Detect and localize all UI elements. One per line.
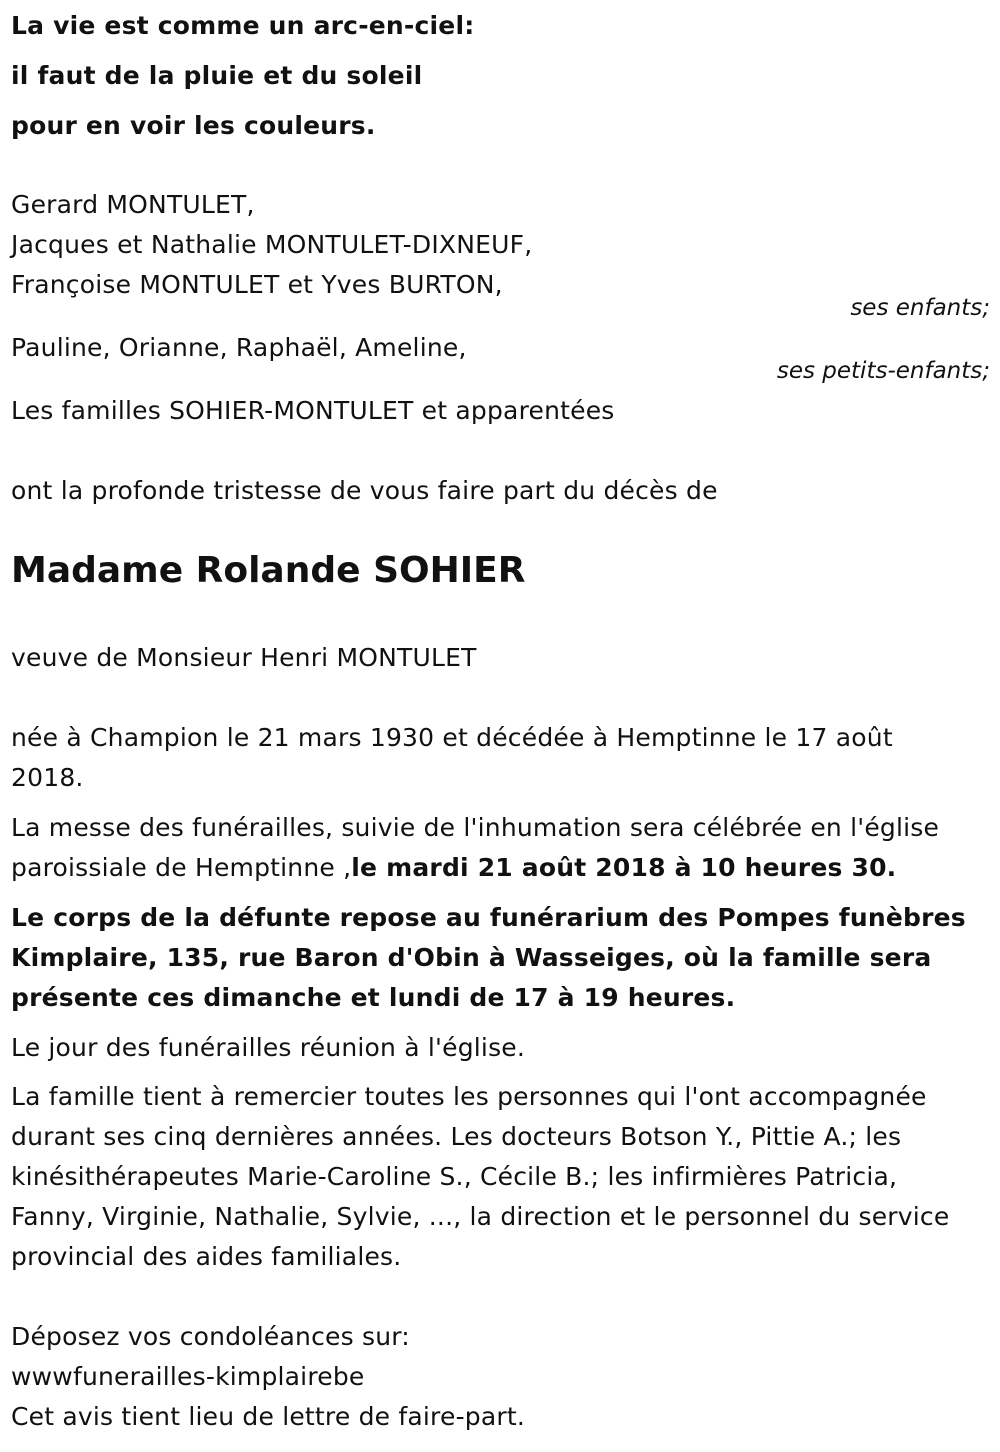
child-line-2: Jacques et Nathalie MONTULET-DIXNEUF, [11, 230, 533, 259]
funerarium-line-3: présente ces dimanche et lundi de 17 à 19 heures. [11, 983, 736, 1012]
funerarium-line-2: Kimplaire, 135, rue Baron d'Obin à Wasseiges, où la famille sera [11, 943, 932, 972]
condolences-label: Déposez vos condoléances sur: [11, 1322, 410, 1351]
notice-line: Cet avis tient lieu de lettre de faire-part. [11, 1402, 526, 1431]
epigraph-line-1: La vie est comme un arc-en-ciel: [11, 11, 475, 40]
widow-of-line: veuve de Monsieur Henri MONTULET [11, 643, 477, 672]
deceased-name: Madame Rolande SOHIER [11, 550, 526, 591]
thanks-line-1: La famille tient à remercier toutes les personnes qui l'ont accompagnée [11, 1082, 927, 1111]
announcement-line: ont la profonde tristesse de vous faire part du décès de [11, 476, 718, 505]
children-role: ses enfants; [850, 295, 990, 321]
child-line-3: Françoise MONTULET et Yves BURTON, [11, 270, 503, 299]
child-line-1: Gerard MONTULET, [11, 190, 255, 219]
birth-death-line-1: née à Champion le 21 mars 1930 et décédée à Hemptinne le 17 août [11, 723, 893, 752]
mass-date-time: le mardi 21 août 2018 à 10 heures 30. [351, 853, 897, 882]
grandchildren-line: Pauline, Orianne, Raphaël, Ameline, [11, 333, 467, 362]
thanks-line-3: kinésithérapeutes Marie-Caroline S., Cécile B.; les infirmières Patricia, [11, 1162, 898, 1191]
thanks-line-4: Fanny, Virginie, Nathalie, Sylvie, ..., la direction et le personnel du service [11, 1202, 950, 1231]
thanks-line-5: provincial des aides familiales. [11, 1242, 402, 1271]
meeting-line: Le jour des funérailles réunion à l'église. [11, 1033, 526, 1062]
grandchildren-role: ses petits-enfants; [776, 358, 990, 384]
birth-death-line-2: 2018. [11, 763, 84, 792]
condolences-site: wwwfunerailles-kimplairebe [11, 1362, 365, 1391]
mass-location: paroissiale de Hemptinne , [11, 853, 352, 882]
epigraph-line-3: pour en voir les couleurs. [11, 111, 376, 140]
thanks-line-2: durant ses cinq dernières années. Les docteurs Botson Y., Pittie A.; les [11, 1122, 902, 1151]
funerarium-line-1: Le corps de la défunte repose au funérarium des Pompes funèbres [11, 903, 966, 932]
epigraph-line-2: il faut de la pluie et du soleil [11, 61, 423, 90]
mass-line-1: La messe des funérailles, suivie de l'inhumation sera célébrée en l'église [11, 813, 940, 842]
mass-line-2 [11, 848, 896, 888]
families-line: Les familles SOHIER-MONTULET et apparentées [11, 396, 615, 425]
